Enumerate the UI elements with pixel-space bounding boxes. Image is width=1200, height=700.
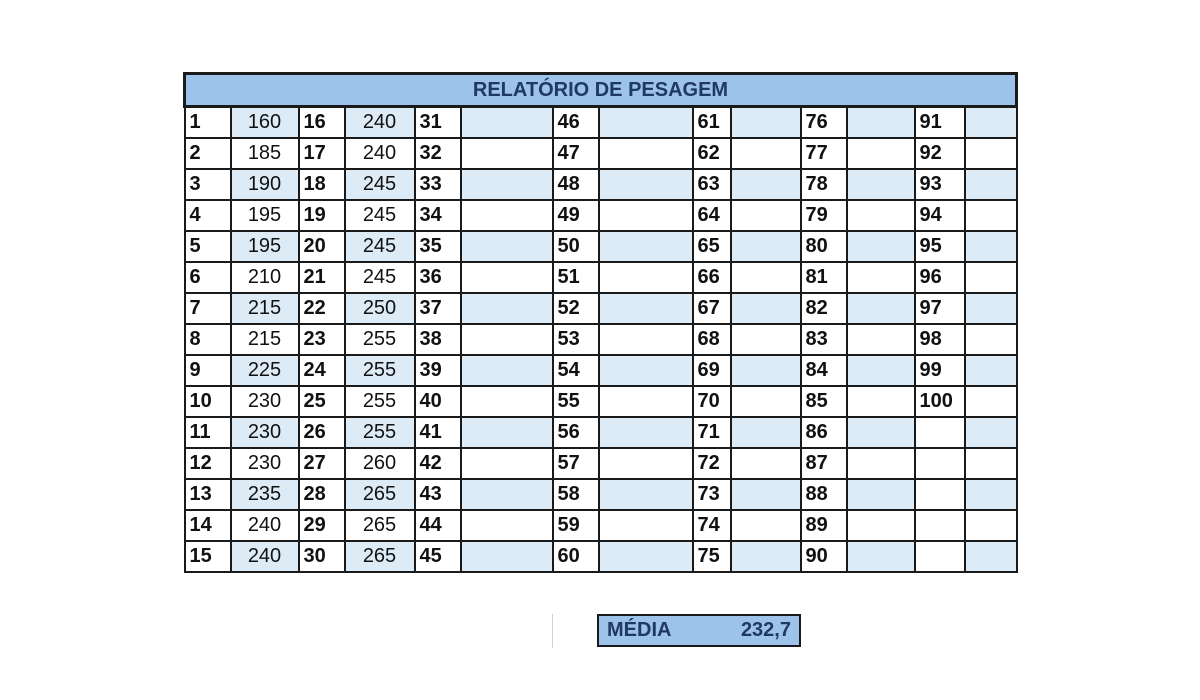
weight-value-cell[interactable] [731,386,801,417]
entry-number-cell[interactable]: 93 [915,169,965,200]
entry-number-cell[interactable]: 29 [299,510,345,541]
entry-number-cell[interactable]: 71 [693,417,731,448]
weight-value-cell[interactable] [731,262,801,293]
entry-number-cell[interactable]: 15 [185,541,231,572]
entry-number-cell[interactable] [915,417,965,448]
entry-number-cell[interactable]: 92 [915,138,965,169]
entry-number-cell[interactable]: 11 [185,417,231,448]
weight-value-cell[interactable] [461,386,553,417]
weight-value-cell[interactable] [731,355,801,386]
entry-number-cell[interactable]: 5 [185,231,231,262]
weight-value-cell[interactable] [599,293,693,324]
weight-value-cell[interactable] [847,355,915,386]
entry-number-cell[interactable]: 16 [299,107,345,139]
table-row [185,417,1017,448]
entry-number-cell[interactable]: 81 [801,262,847,293]
entry-number-cell[interactable]: 23 [299,324,345,355]
table-row [185,386,1017,417]
entry-number-cell[interactable]: 75 [693,541,731,572]
weight-value-cell[interactable]: 230 [231,448,299,479]
weight-value-cell[interactable] [965,448,1017,479]
entry-number-cell[interactable]: 95 [915,231,965,262]
weight-value-cell[interactable] [599,355,693,386]
entry-number-cell[interactable]: 100 [915,386,965,417]
entry-number-cell[interactable]: 80 [801,231,847,262]
entry-number-cell[interactable]: 66 [693,262,731,293]
table-row [185,479,1017,510]
entry-number-cell[interactable]: 78 [801,169,847,200]
weight-value-cell[interactable] [599,262,693,293]
weight-value-cell[interactable]: 215 [231,324,299,355]
entry-number-cell[interactable]: 32 [415,138,461,169]
average-value: 232,7 [740,619,791,641]
entry-number-cell[interactable]: 43 [415,479,461,510]
entry-number-cell[interactable]: 20 [299,231,345,262]
weight-value-cell[interactable] [461,169,553,200]
weight-value-cell[interactable] [461,262,553,293]
weight-value-cell[interactable] [599,386,693,417]
entry-number-cell[interactable]: 39 [415,355,461,386]
entry-number-cell[interactable]: 67 [693,293,731,324]
weight-value-cell[interactable] [847,479,915,510]
entry-number-cell[interactable]: 85 [801,386,847,417]
entry-number-cell[interactable]: 68 [693,324,731,355]
entry-number-cell[interactable]: 21 [299,262,345,293]
entry-number-cell[interactable]: 96 [915,262,965,293]
weight-value-cell[interactable]: 260 [345,448,415,479]
weight-value-cell[interactable] [461,138,553,169]
weight-value-cell[interactable] [461,231,553,262]
entry-number-cell[interactable]: 37 [415,293,461,324]
table-row [185,355,1017,386]
entry-number-cell[interactable]: 58 [553,479,599,510]
entry-number-cell[interactable]: 9 [185,355,231,386]
entry-number-cell[interactable]: 59 [553,510,599,541]
entry-number-cell[interactable]: 18 [299,169,345,200]
weight-value-cell[interactable]: 240 [345,138,415,169]
weight-value-cell[interactable] [461,479,553,510]
weight-value-cell[interactable] [965,231,1017,262]
entry-number-cell[interactable]: 86 [801,417,847,448]
weight-value-cell[interactable] [731,200,801,231]
entry-number-cell[interactable]: 7 [185,293,231,324]
weight-value-cell[interactable]: 245 [345,169,415,200]
table-row [185,324,1017,355]
weight-value-cell[interactable] [847,231,915,262]
entry-number-cell[interactable] [915,541,965,572]
weight-value-cell[interactable] [731,510,801,541]
weight-value-cell[interactable] [599,324,693,355]
weight-value-cell[interactable]: 245 [345,200,415,231]
weight-value-cell[interactable] [731,479,801,510]
weight-value-cell[interactable] [599,107,693,139]
weight-value-cell[interactable] [461,200,553,231]
entry-number-cell[interactable]: 17 [299,138,345,169]
table-row [185,262,1017,293]
entry-number-cell[interactable]: 49 [553,200,599,231]
entry-number-cell[interactable]: 61 [693,107,731,139]
weight-value-cell[interactable] [599,200,693,231]
weight-value-cell[interactable] [461,448,553,479]
entry-number-cell[interactable]: 35 [415,231,461,262]
table-row [185,169,1017,200]
weight-value-cell[interactable] [731,231,801,262]
weight-value-cell[interactable] [731,324,801,355]
entry-number-cell[interactable]: 89 [801,510,847,541]
weight-value-cell[interactable] [847,386,915,417]
weight-value-cell[interactable]: 185 [231,138,299,169]
weight-value-cell[interactable] [731,417,801,448]
weight-value-cell[interactable] [965,355,1017,386]
weight-value-cell[interactable]: 245 [345,262,415,293]
entry-number-cell[interactable]: 27 [299,448,345,479]
entry-number-cell[interactable]: 33 [415,169,461,200]
entry-number-cell[interactable]: 13 [185,479,231,510]
weight-value-cell[interactable] [965,541,1017,572]
weight-value-cell[interactable] [847,138,915,169]
weight-value-cell[interactable]: 245 [345,231,415,262]
entry-number-cell[interactable]: 51 [553,262,599,293]
table-row [185,510,1017,541]
weight-value-cell[interactable] [461,324,553,355]
weight-value-cell[interactable]: 255 [345,417,415,448]
weight-value-cell[interactable]: 255 [345,386,415,417]
weight-value-cell[interactable] [847,293,915,324]
entry-number-cell[interactable]: 31 [415,107,461,139]
weight-value-cell[interactable]: 240 [231,510,299,541]
weight-value-cell[interactable] [731,448,801,479]
entry-number-cell[interactable]: 50 [553,231,599,262]
entry-number-cell[interactable]: 76 [801,107,847,139]
entry-number-cell[interactable]: 42 [415,448,461,479]
weight-value-cell[interactable] [965,510,1017,541]
weight-value-cell[interactable] [599,510,693,541]
weight-value-cell[interactable]: 240 [231,541,299,572]
entry-number-cell[interactable]: 52 [553,293,599,324]
weight-value-cell[interactable]: 210 [231,262,299,293]
weight-value-cell[interactable] [731,169,801,200]
average-label: MÉDIA [607,619,672,641]
weight-value-cell[interactable] [847,169,915,200]
weight-value-cell[interactable]: 250 [345,293,415,324]
entry-number-cell[interactable]: 40 [415,386,461,417]
entry-number-cell[interactable]: 91 [915,107,965,139]
weight-value-cell[interactable]: 235 [231,479,299,510]
entry-number-cell[interactable] [915,448,965,479]
weight-value-cell[interactable] [731,107,801,139]
entry-number-cell[interactable]: 63 [693,169,731,200]
entry-number-cell[interactable] [915,479,965,510]
entry-number-cell[interactable]: 72 [693,448,731,479]
entry-number-cell[interactable]: 6 [185,262,231,293]
entry-number-cell[interactable]: 62 [693,138,731,169]
weight-value-cell[interactable] [965,107,1017,139]
entry-number-cell[interactable]: 84 [801,355,847,386]
weight-value-cell[interactable]: 195 [231,231,299,262]
entry-number-cell[interactable]: 8 [185,324,231,355]
weight-value-cell[interactable]: 240 [345,107,415,139]
weight-value-cell[interactable]: 160 [231,107,299,139]
weight-value-cell[interactable]: 230 [231,386,299,417]
entry-number-cell[interactable]: 90 [801,541,847,572]
gridline-divider [552,614,553,648]
entry-number-cell[interactable]: 57 [553,448,599,479]
entry-number-cell[interactable] [915,510,965,541]
entry-number-cell[interactable]: 69 [693,355,731,386]
entry-number-cell[interactable]: 46 [553,107,599,139]
entry-number-cell[interactable]: 24 [299,355,345,386]
weight-value-cell[interactable] [461,510,553,541]
table-row [185,200,1017,231]
weight-value-cell[interactable] [461,417,553,448]
table-row [185,293,1017,324]
entry-number-cell[interactable]: 38 [415,324,461,355]
weight-value-cell[interactable] [847,510,915,541]
weight-value-cell[interactable]: 225 [231,355,299,386]
weight-value-cell[interactable] [965,138,1017,169]
weight-value-cell[interactable]: 265 [345,541,415,572]
entry-number-cell[interactable]: 2 [185,138,231,169]
table-row [185,138,1017,169]
weighing-report-table [183,72,1018,573]
entry-number-cell[interactable]: 98 [915,324,965,355]
weight-value-cell[interactable] [461,541,553,572]
entry-number-cell[interactable]: 56 [553,417,599,448]
weight-value-cell[interactable] [599,138,693,169]
weight-value-cell[interactable] [731,293,801,324]
entry-number-cell[interactable]: 3 [185,169,231,200]
entry-number-cell[interactable]: 77 [801,138,847,169]
entry-number-cell[interactable]: 48 [553,169,599,200]
entry-number-cell[interactable]: 10 [185,386,231,417]
weight-value-cell[interactable] [965,200,1017,231]
weighing-report-sheet [183,72,1015,573]
weight-value-cell[interactable]: 195 [231,200,299,231]
weight-value-cell[interactable]: 230 [231,417,299,448]
entry-number-cell[interactable]: 25 [299,386,345,417]
entry-number-cell[interactable]: 99 [915,355,965,386]
weight-value-cell[interactable] [965,293,1017,324]
weight-value-cell[interactable] [461,355,553,386]
weight-value-cell[interactable] [599,417,693,448]
weight-value-cell[interactable] [847,541,915,572]
table-row [185,107,1017,139]
weight-value-cell[interactable] [847,324,915,355]
entry-number-cell[interactable]: 54 [553,355,599,386]
weight-value-cell[interactable] [965,262,1017,293]
entry-number-cell[interactable]: 12 [185,448,231,479]
report-title: RELATÓRIO DE PESAGEM [185,74,1017,107]
entry-number-cell[interactable]: 44 [415,510,461,541]
weight-value-cell[interactable]: 265 [345,510,415,541]
entry-number-cell[interactable]: 53 [553,324,599,355]
entry-number-cell[interactable]: 73 [693,479,731,510]
weight-value-cell[interactable] [599,231,693,262]
entry-number-cell[interactable]: 64 [693,200,731,231]
entry-number-cell[interactable]: 65 [693,231,731,262]
entry-number-cell[interactable]: 97 [915,293,965,324]
entry-number-cell[interactable]: 34 [415,200,461,231]
entry-number-cell[interactable]: 82 [801,293,847,324]
weight-value-cell[interactable] [965,417,1017,448]
entry-number-cell[interactable]: 26 [299,417,345,448]
average-summary-box [597,614,801,647]
table-row [185,448,1017,479]
weight-value-cell[interactable] [965,479,1017,510]
weight-value-cell[interactable]: 265 [345,479,415,510]
entry-number-cell[interactable]: 30 [299,541,345,572]
entry-number-cell[interactable]: 47 [553,138,599,169]
weight-value-cell[interactable] [599,169,693,200]
weight-value-cell[interactable]: 255 [345,324,415,355]
entry-number-cell[interactable]: 4 [185,200,231,231]
entry-number-cell[interactable]: 74 [693,510,731,541]
entry-number-cell[interactable]: 55 [553,386,599,417]
entry-number-cell[interactable]: 45 [415,541,461,572]
entry-number-cell[interactable]: 79 [801,200,847,231]
weight-value-cell[interactable] [847,107,915,139]
weight-value-cell[interactable]: 190 [231,169,299,200]
entry-number-cell[interactable]: 36 [415,262,461,293]
weight-value-cell[interactable] [965,324,1017,355]
weight-value-cell[interactable] [599,448,693,479]
weight-value-cell[interactable] [731,138,801,169]
weight-value-cell[interactable] [965,386,1017,417]
weight-value-cell[interactable] [847,417,915,448]
entry-number-cell[interactable]: 83 [801,324,847,355]
weight-value-cell[interactable] [599,479,693,510]
table-row [185,541,1017,572]
weight-value-cell[interactable] [965,169,1017,200]
weight-value-cell[interactable] [731,541,801,572]
report-body [185,107,1017,573]
entry-number-cell[interactable]: 88 [801,479,847,510]
entry-number-cell[interactable]: 60 [553,541,599,572]
entry-number-cell[interactable]: 1 [185,107,231,139]
weight-value-cell[interactable] [461,107,553,139]
weight-value-cell[interactable] [461,293,553,324]
entry-number-cell[interactable]: 22 [299,293,345,324]
weight-value-cell[interactable] [847,262,915,293]
weight-value-cell[interactable] [599,541,693,572]
entry-number-cell[interactable]: 94 [915,200,965,231]
entry-number-cell[interactable]: 19 [299,200,345,231]
weight-value-cell[interactable]: 215 [231,293,299,324]
weight-value-cell[interactable] [847,200,915,231]
entry-number-cell[interactable]: 87 [801,448,847,479]
entry-number-cell[interactable]: 41 [415,417,461,448]
entry-number-cell[interactable]: 70 [693,386,731,417]
entry-number-cell[interactable]: 14 [185,510,231,541]
entry-number-cell[interactable]: 28 [299,479,345,510]
weight-value-cell[interactable] [847,448,915,479]
weight-value-cell[interactable]: 255 [345,355,415,386]
table-row [185,231,1017,262]
